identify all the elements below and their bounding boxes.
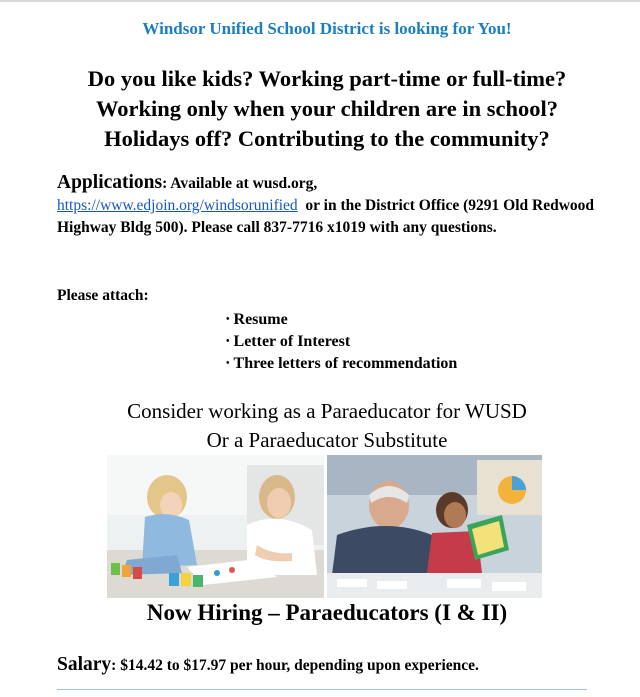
top-divider [0, 0, 640, 2]
now-hiring-heading: Now Hiring – Paraeducators (I & II) [146, 600, 508, 625]
consider-line: Consider working as a Paraeducator for WUSD [127, 399, 527, 423]
reading-photo [327, 455, 542, 598]
list-item: • Letter of Interest [226, 331, 457, 353]
bullet-icon: • [226, 358, 230, 369]
question-line: Do you like kids? Working part-time or full-time? [87, 66, 567, 91]
child-painting-photo [107, 455, 324, 598]
questions-block [0, 64, 640, 154]
bullet-icon: • [226, 336, 230, 347]
bullet-icon: • [226, 314, 230, 325]
consider-line: Or a Paraeducator Substitute [206, 428, 448, 452]
question-line: Working only when your children are in school? [96, 96, 558, 121]
applications-label: Applications [57, 172, 163, 193]
applications-text: : Available at wusd.org, [162, 175, 318, 192]
tagline: Windsor Unified School District is looking for You! [142, 19, 512, 38]
salary-line [57, 654, 479, 676]
attach-list [226, 309, 457, 375]
list-item: • Resume [226, 309, 457, 331]
salary-text: : $14.42 to $17.97 per hour, depending upon experience. [111, 657, 479, 674]
applications-paragraph [57, 172, 617, 239]
question-line: Holidays off? Contributing to the community? [104, 126, 550, 151]
applications-rest: or in the District Office (9291 Old Redwood Highway Bldg 500). Please call 837-7716 x1019 with any questions. [57, 197, 595, 236]
list-item: • Three letters of recommendation [226, 353, 457, 375]
edjoin-link[interactable]: https://www.edjoin.org/windsorunified [57, 197, 298, 214]
consider-block [0, 397, 640, 455]
attach-label: Please attach: [57, 287, 149, 304]
salary-label: Salary [57, 654, 112, 675]
bottom-divider [57, 689, 587, 690]
